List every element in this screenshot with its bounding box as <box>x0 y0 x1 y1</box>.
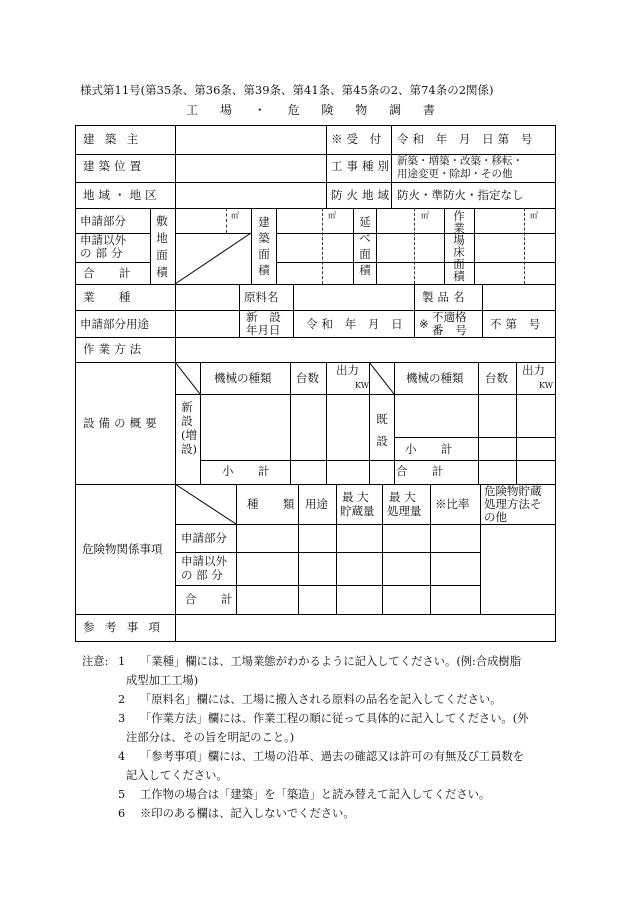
hazard-section-label: 危険物関係事項 <box>82 542 163 556</box>
method-header-3: の他 <box>484 510 507 524</box>
new-subtotal-label: 小 計 <box>222 464 280 478</box>
area-total-label: 合 計 <box>83 266 141 280</box>
count-header-2: 台数 <box>485 371 508 385</box>
form-title: 工 場 ・ 危 険 物 調 書 <box>186 103 444 117</box>
nonconform-mark: ※ <box>419 317 429 331</box>
new-date-value: 令和 年 月 日 <box>306 317 407 331</box>
note-6: 6 ※印のある欄は、記入しないでください。 <box>118 807 355 820</box>
raw-material-label: 原料名 <box>244 290 279 304</box>
unit-work: ㎡ <box>530 211 538 220</box>
max-process-header-1: 最 大 <box>389 490 416 504</box>
new-equipment-label: 新設(増設) <box>181 400 197 456</box>
new-date-label-2: 年月日 <box>246 323 281 337</box>
method-header-2: 処理方法そ <box>484 497 542 511</box>
nonconform-label-1: 不適格 <box>432 310 467 324</box>
unit-site: ㎡ <box>231 211 239 220</box>
notes <box>82 652 562 823</box>
unit-building: ㎡ <box>328 211 336 220</box>
hazard-kind-header: 種 類 <box>247 497 305 511</box>
hazard-other-label-2: の 部 分 <box>181 568 223 582</box>
existing-equipment-label: 既設 <box>376 412 388 448</box>
unit-floor: ㎡ <box>421 211 429 220</box>
max-process-header-2: 処理量 <box>387 504 422 518</box>
area-applied-label: 申請部分 <box>80 214 126 228</box>
new-date-label-1: 新 設 <box>246 310 285 324</box>
hazard-total-label: 合 計 <box>185 592 243 606</box>
area-other-label-2: の部分 <box>80 246 127 260</box>
nonconform-label-2: 番 号 <box>432 323 471 337</box>
building-area-label: 建築面積 <box>258 215 270 277</box>
machine-type-header-1: 機械の種類 <box>214 371 272 385</box>
note-1: 注意: 1 「業種」欄には、工場業態がわかるように記入してください。(例:合成樹脂 成型加工工場) <box>82 652 562 690</box>
work-type-options-2: 用途変更・除却・その他 <box>397 168 513 180</box>
site-area-label: 敷地面積 <box>156 214 168 279</box>
equipment-total-label: 合 計 <box>396 464 454 478</box>
existing-subtotal-label: 小 計 <box>405 442 463 456</box>
output-header-2a: 出力 <box>522 363 545 377</box>
fire-district-label: 防火地域 <box>331 188 394 202</box>
total-floor-area-label: 延べ面積 <box>359 215 371 277</box>
hazard-other-label-1: 申請以外 <box>181 554 227 568</box>
work-type-options-1: 新築・増築・改築・移転・ <box>397 155 523 167</box>
hazard-applied-label: 申請部分 <box>181 531 227 545</box>
output-header-2b: KW <box>539 381 553 390</box>
method-header-1: 危険物貯蔵 <box>484 484 542 498</box>
count-header-1: 台数 <box>296 371 319 385</box>
reference-label: 参考事項 <box>83 620 171 634</box>
hazard-use-header: 用途 <box>305 497 328 511</box>
industry-label: 業 種 <box>83 290 141 304</box>
area-other-label-1: 申請以外 <box>80 233 126 247</box>
form-code: 様式第11号(第35条、第36条、第39条、第41条、第45条の2、第74条の2関係) <box>80 83 494 97</box>
machine-type-header-2: 機械の種類 <box>406 371 464 385</box>
product-label: 製品名 <box>422 290 469 304</box>
note-4: 4 「参考事項」欄には、工場の沿革、過去の確認又は許可の有無及び工員数を 記入してください。 <box>118 750 525 782</box>
max-storage-header-1: 最 大 <box>342 490 369 504</box>
note-5: 5 工作物の場合は「建築」を「築造」と読み替えて記入してください。 <box>118 788 491 801</box>
max-storage-header-2: 貯蔵量 <box>340 504 375 518</box>
output-header-1b: KW <box>355 381 369 390</box>
nonconform-value: 不第 号 <box>490 317 545 331</box>
work-type-label: 工事種別 <box>331 159 394 173</box>
district-label: 地域・地区 <box>83 188 161 202</box>
location-label: 建築位置 <box>83 159 146 173</box>
received-value: 令和 年 月 日第 号 <box>397 132 537 146</box>
work-method-label: 作業方法 <box>83 342 146 356</box>
notes-label: 注意: <box>82 655 109 668</box>
ratio-header: ※比率 <box>435 497 470 511</box>
applied-use-label: 申請部分用途 <box>80 317 149 331</box>
fire-district-options: 防火・準防火・指定なし <box>397 188 524 202</box>
equipment-label: 設備の概要 <box>83 416 161 430</box>
builder-label: 建築主 <box>83 132 149 146</box>
note-2: 2 「原料名」欄には、工場に搬入される原料の品名を記入してください。 <box>118 693 502 706</box>
output-header-1a: 出力 <box>336 363 359 377</box>
note-3: 3 「作業方法」欄には、作業工程の順に従って具体的に記入してください。(外 注部分は、その旨を明記のこと。) <box>118 712 529 744</box>
work-floor-area-label: 作業場床面積 <box>453 209 465 283</box>
received-label: ※受 付 <box>331 132 386 146</box>
